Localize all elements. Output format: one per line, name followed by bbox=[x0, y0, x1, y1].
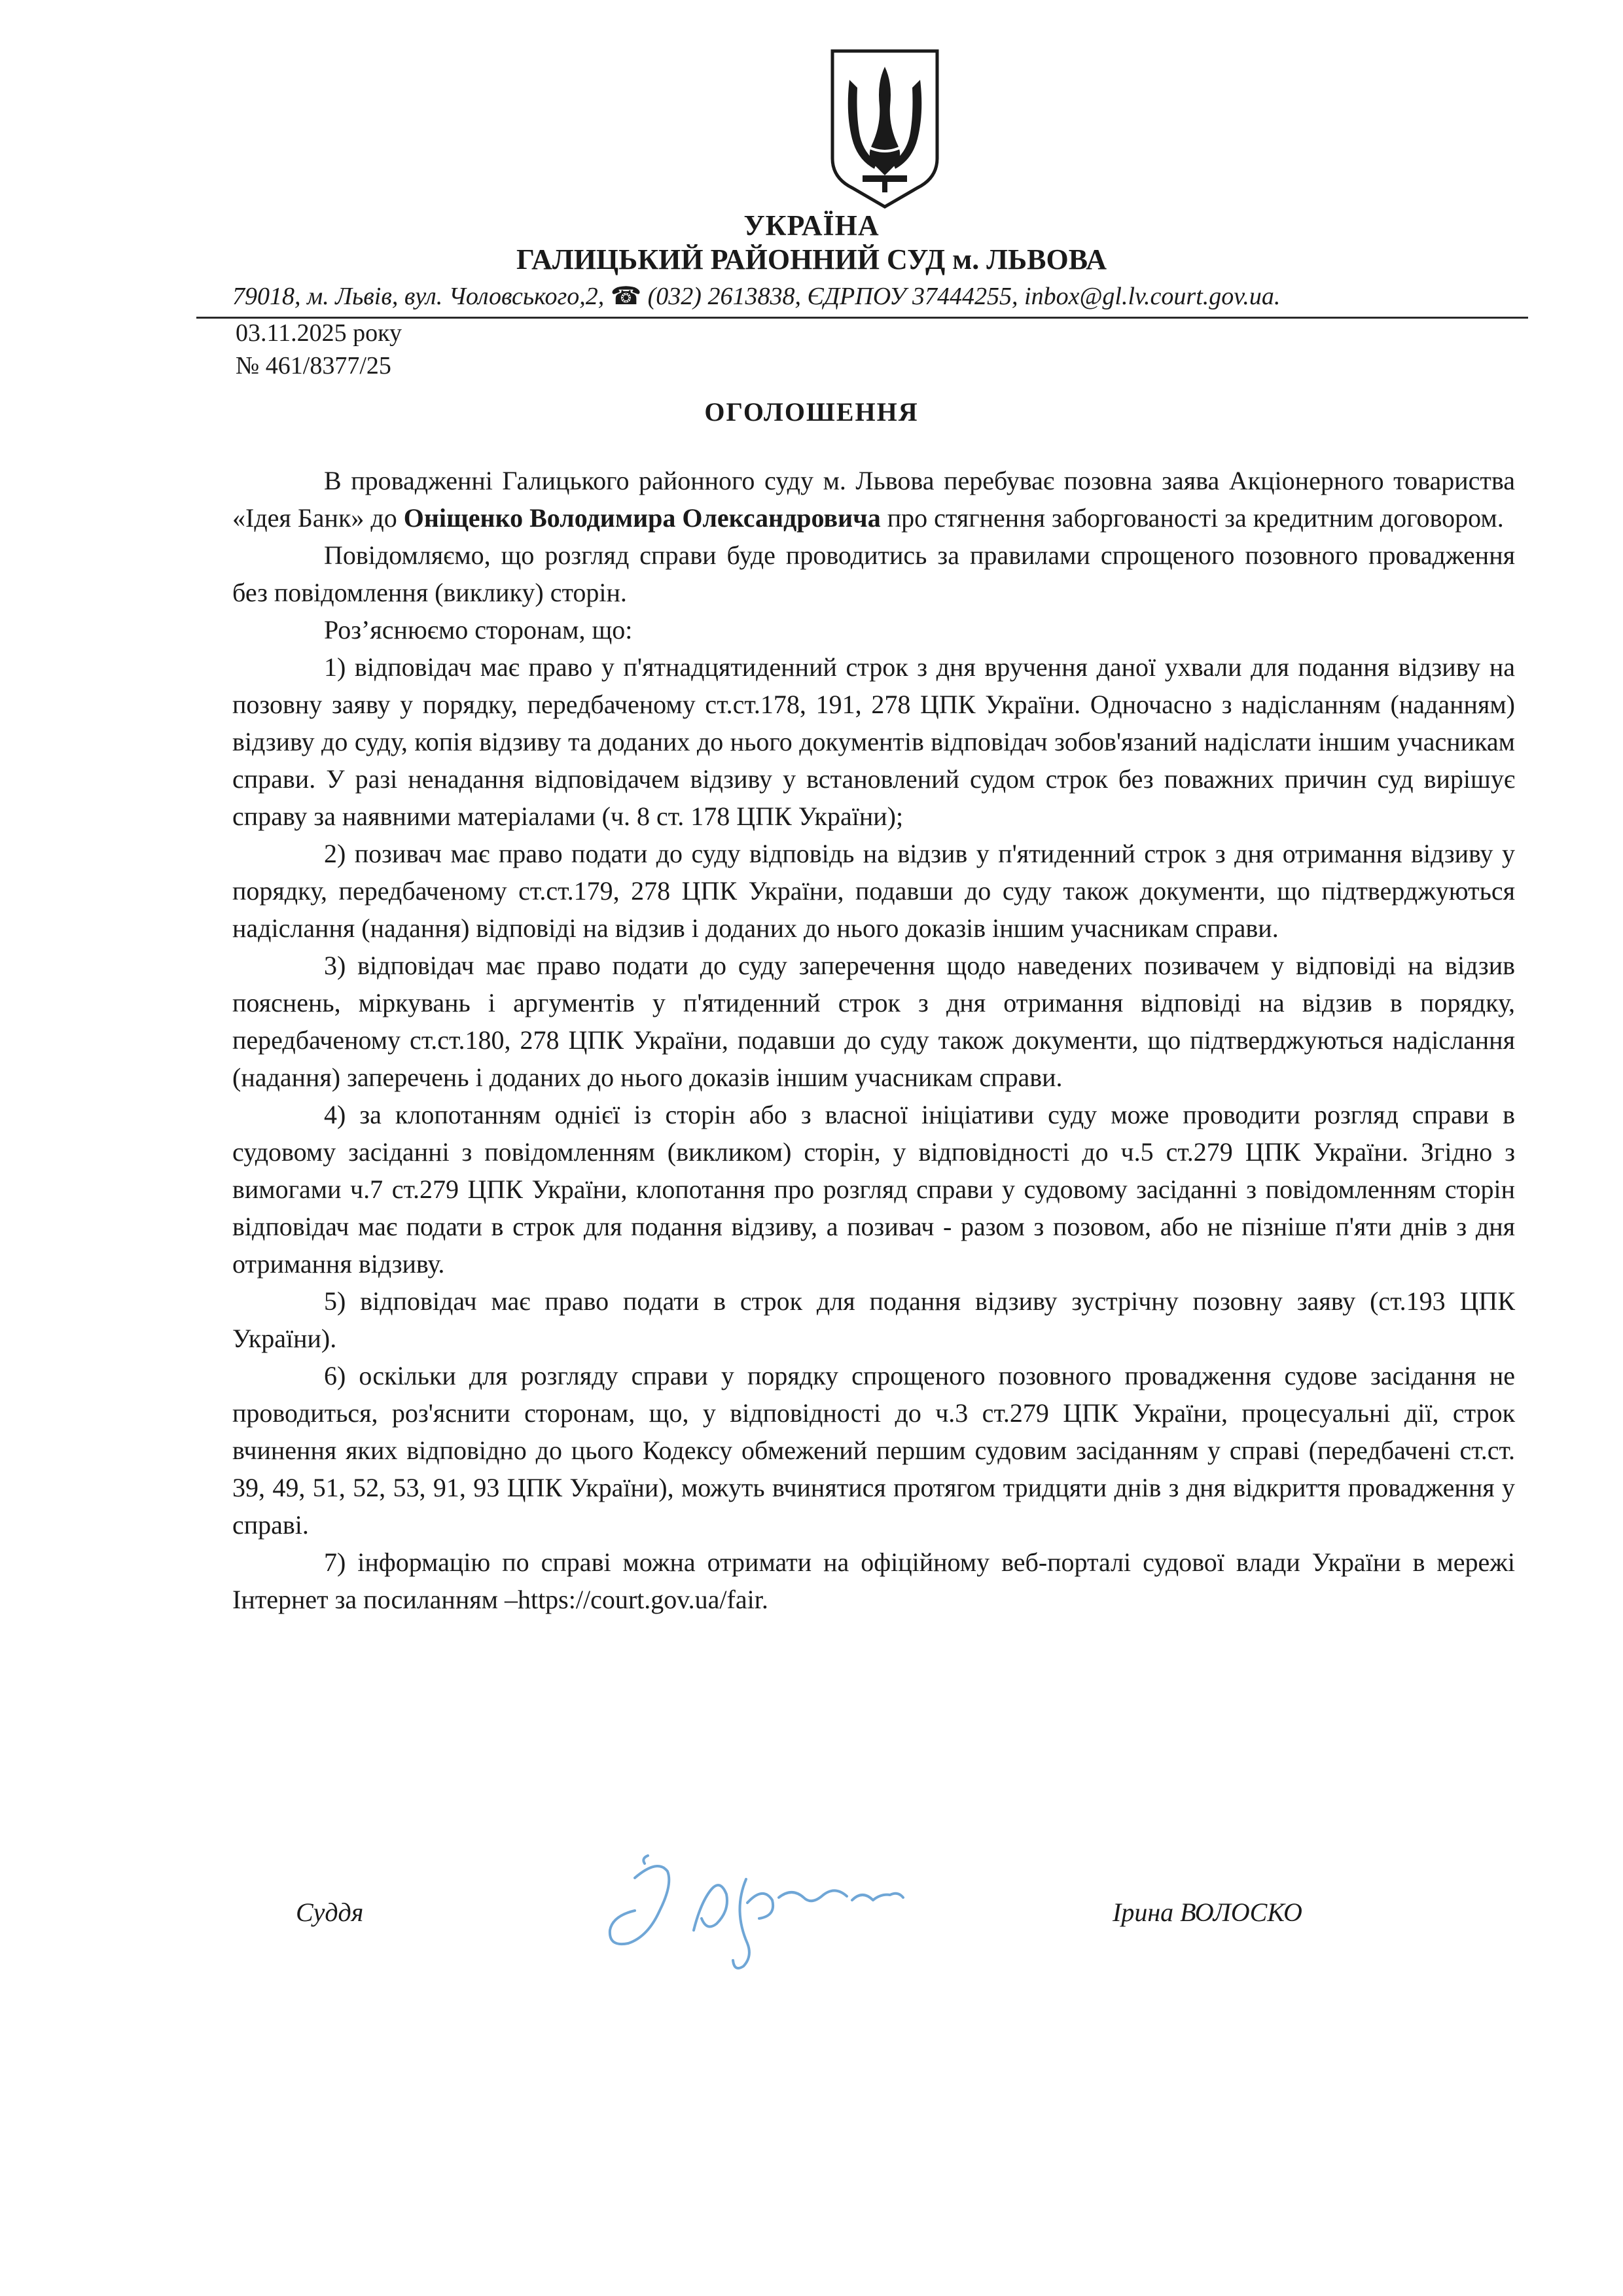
address-prefix: 79018, м. Львів, вул. Чоловського,2, bbox=[232, 283, 611, 310]
case-number: № 461/8377/25 bbox=[236, 352, 391, 380]
list-item-6: 6) оскільки для розгляду справи у порядку спрощеного позовного провадження судове засідання не проводиться, роз'яснити сторонам, що, у відповідності до ч.3 ст.279 ЦПК України, процесуальні дії, строк вчинення яких відповідно до цього Кодексу обмежений першим судовим засіданням у справі (передбачені ст.ст. 39, 49, 51, 52, 53, 91, 93 ЦПК України), можуть вчинятися протягом тридцяти днів з дня відкриття провадження у справі. bbox=[232, 1361, 1515, 1540]
defendant-name: Оніщенко Володимира Олександровича bbox=[403, 503, 881, 533]
list-item-1: 1) відповідач має право у п'ятнадцятиденний строк з дня вручення даної ухвали для подання відзиву на позовну заяву у порядку, передбаченому ст.ст.178, 191, 278 ЦПК України. Одночасно з надісланням (наданням) відзиву до суду, копія відзиву та доданих до нього документів відповідач зобов'язаний надіслати іншим учасникам справи. У разі ненадання відповідачем відзиву у встановлений судом строк без поважних причин суд вирішує справу за наявними матеріалами (ч. 8 ст. 178 ЦПК України); bbox=[232, 652, 1515, 831]
signer-role: Суддя bbox=[296, 1898, 364, 1927]
intro-paragraph bbox=[232, 462, 1515, 537]
trident-emblem-icon bbox=[826, 47, 944, 211]
procedure-paragraph: Повідомляємо, що розгляд справи буде проводитись за правилами спрощеного позовного провадження без повідомлення (виклику) сторін. bbox=[232, 540, 1515, 607]
list-item-5: 5) відповідач має право подати в строк для подання відзиву зустрічну позовну заяву (ст.193 ЦПК України). bbox=[232, 1286, 1515, 1353]
list-item-3: 3) відповідач має право подати до суду заперечення щодо наведених позивачем у відповіді на відзив пояснень, міркувань і аргументів у п'ятиденний строк з дня отримання відповіді на відзив в порядку, передбаченому ст.ст.180, 278 ЦПК України, подавши до суду також документи, що підтверджуються надіслання (надання) заперечень і доданих до нього доказів іншим учасникам справи. bbox=[232, 951, 1515, 1092]
document-date: 03.11.2025 року bbox=[236, 319, 402, 347]
country-name: УКРАЇНА bbox=[743, 209, 880, 241]
address-contacts: (032) 2613838, ЄДРПОУ 37444255, inbox@gl.lv.court.gov.ua. bbox=[641, 283, 1281, 310]
court-address bbox=[232, 281, 1499, 311]
list-item-4: 4) за клопотанням однієї із сторін або з власної ініціативи суду може проводити розгляд справи в судовому засіданні з повідомленням (викликом) сторін, у відповідності до ч.5 ст.279 ЦПК України. Згідно з вимогами ч.7 ст.279 ЦПК України, клопотання про розгляд справи у судовому засіданні з повідомленням сторін відповідач має подати в строк для подання відзиву, а позивач - разом з позовом, або не пізніше п'яти днів з дня отримання відзиву. bbox=[232, 1100, 1515, 1279]
intro-text-start: В провадженні Галицького районного суду м. Львова перебуває позовна заява Акціонерного товариства «Ідея Банк» до bbox=[232, 466, 1515, 533]
list-item-2: 2) позивач має право подати до суду відповідь на відзив у п'ятиденний строк з дня отримання відзиву у порядку, передбаченому ст.ст.179, 278 ЦПК України, подавши до суду також документи, що підтверджуються надіслання (надання) відповіді на відзив і доданих до нього доказів іншим учасникам справи. bbox=[232, 839, 1515, 943]
phone-icon: ☎ bbox=[610, 283, 642, 310]
announcement-body bbox=[232, 462, 1515, 1618]
intro-text-end: про стягнення заборгованості за кредитним договором. bbox=[880, 503, 1504, 533]
judge-name: Ірина ВОЛОСКО bbox=[1113, 1898, 1302, 1927]
document-title: ОГОЛОШЕННЯ bbox=[704, 397, 919, 427]
court-name: ГАЛИЦЬКИЙ РАЙОННИЙ СУД м. ЛЬВОВА bbox=[516, 243, 1107, 275]
handwritten-signature bbox=[596, 1832, 936, 1976]
clarification-paragraph: Роз’яснюємо сторонам, що: bbox=[324, 615, 633, 645]
list-item-7: 7) інформацію по справі можна отримати на офіційному веб-порталі судової влади України в мережі Інтернет за посиланням –https://court.gov.ua/fair. bbox=[232, 1547, 1515, 1614]
